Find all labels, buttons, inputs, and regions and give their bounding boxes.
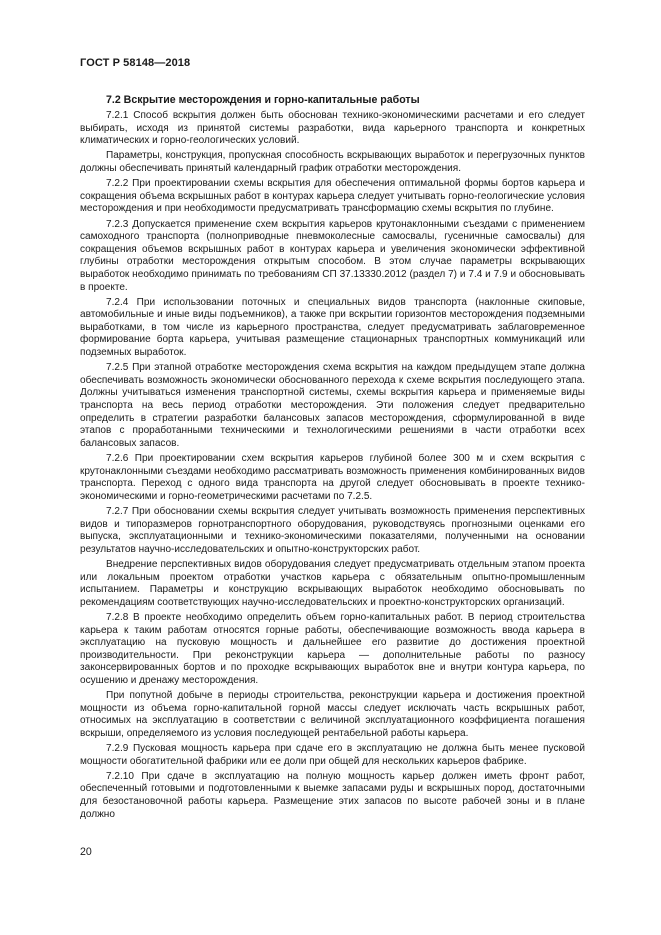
paragraph: 7.2.3 Допускается применение схем вскрытия карьеров крутонаклонными съездами с применением самоходного транспорта (полноприводные пневмоколесные самосвалы, гусеничные самосвалы) для сокращения объемов вскрышных работ в контурах карьера и увеличения экономически эффективной глубины отработки месторождения открытым способом. В этом случае параметры вскрывающих выработок необходимо принимать по требованиям СП 37.13330.2012 (раздел 7) и 7.4 и 7.9 и обосновывать в проекте. xyxy=(80,218,585,293)
paragraph: 7.2.7 При обосновании схемы вскрытия следует учитывать возможность применения перспективных видов и типоразмеров горнотранспортного оборудования, руководствуясь прогнозными оценками его выпуска, эксплуатационными и технико-экономическими показателями, полученными на основании результатов научно-исследовательских и опытно-конструкторских работ. xyxy=(80,505,585,555)
document-body xyxy=(80,110,585,824)
paragraph: 7.2.6 При проектировании схем вскрытия карьеров глубиной более 300 м и схем вскрытия с крутонаклонными съездами необходимо рассматривать возможность применения комбинированных видов транспорта. Переход с одного вида транспорта на другой следует обосновывать в проекте технико-экономическими и горно-геометрическими расчетами по 7.2.5. xyxy=(80,453,585,502)
paragraph: Внедрение перспективных видов оборудования следует предусматривать отдельным этапом проекта или локальным проектом отработки участков карьера с обязательным опытно-промышленным испытанием. Параметры и конструкцию вскрывающих выработок необходимо обосновывать по рекомендациям соответствующих научно-исследовательских и проектно-конструкторских организаций. xyxy=(80,558,585,608)
paragraph: 7.2.9 Пусковая мощность карьера при сдаче его в эксплуатацию не должна быть менее пусковой мощности обогатительной фабрики или ее доли при общей для нескольких карьеров фабрике. xyxy=(80,743,585,767)
paragraph: При попутной добыче в периоды строительства, реконструкции карьера и достижения проектной мощности из объема горно-капитальной горной массы следует исключать часть вскрышных работ, относимых на эксплуатацию в соответствии с величиной эксплуатационного коэффициента погашения вскрыши, определяемого из условия последующей рентабельной работы карьера. xyxy=(80,690,585,739)
paragraph: 7.2.8 В проекте необходимо определить объем горно-капитальных работ. В период строительства карьера к таким работам относятся горные работы, обеспечивающие возможность ввода карьера в эксплуатацию на пусковую мощность и дальнейшее его развитие до достижения проектной производительности. При реконструкции карьера — дополнительные работы по разносу законсервированных бортов и по проходке вскрывающих выработок вне и внутри контура карьера, по осушению и дренажу месторождения. xyxy=(80,611,585,686)
section-title: 7.2 Вскрытие месторождения и горно-капитальные работы xyxy=(106,94,420,106)
page-number: 20 xyxy=(80,846,92,858)
paragraph: Параметры, конструкция, пропускная способность вскрывающих выработок и перегрузочных пунктов должны обеспечивать принятый календарный график отработки месторождения. xyxy=(80,150,585,174)
standard-code-header: ГОСТ Р 58148—2018 xyxy=(80,57,191,69)
paragraph: 7.2.5 При этапной отработке месторождения схема вскрытия на каждом предыдущем этапе должна обеспечивать возможность экономически обоснованного перехода к схеме вскрытия последующего этапа. Должны учитываться изменения транспортной системы, схемы вскрытия карьера и применяемые виды транспорта на весь период отработки месторождения. Эти положения следует предварительно определить в стратегии разработки балансовых запасов месторождения, сформулированной в виде этапов с проработанными техническими и технологическими решениями в части отработки всех балансовых запасов. xyxy=(80,362,585,449)
paragraph: 7.2.2 При проектировании схемы вскрытия для обеспечения оптимальной формы бортов карьера и сокращения объема вскрышных работ в контурах карьера следует учитывать горно-геологические условия месторождения и при необходимости предусматривать трансформацию схемы вскрытия по глубине. xyxy=(80,178,585,215)
paragraph: 7.2.10 При сдаче в эксплуатацию на полную мощность карьер должен иметь фронт работ, обеспеченный готовыми и подготовленными к выемке запасами руды и вскрышных пород, достаточными для безостановочной работы карьера. Размещение этих запасов по высоте рабочей зоны и в плане должно xyxy=(80,770,585,820)
paragraph: 7.2.4 При использовании поточных и специальных видов транспорта (наклонные скиповые, автомобильные и иные виды подъемников), а также при вскрытии горизонтов месторождения подземными выработками, в том числе из карьерного пространства, следует предусматривать заблаговременное формирование борта карьера, учитывая размещение стационарных транспортных коммуникаций или подземных выработок. xyxy=(80,296,585,359)
paragraph: 7.2.1 Способ вскрытия должен быть обоснован технико-экономическими расчетами и его следует выбирать, исходя из принятой системы разработки, вида карьерного транспорта и конкретных климатических и горно-геологических условий. xyxy=(80,110,585,147)
